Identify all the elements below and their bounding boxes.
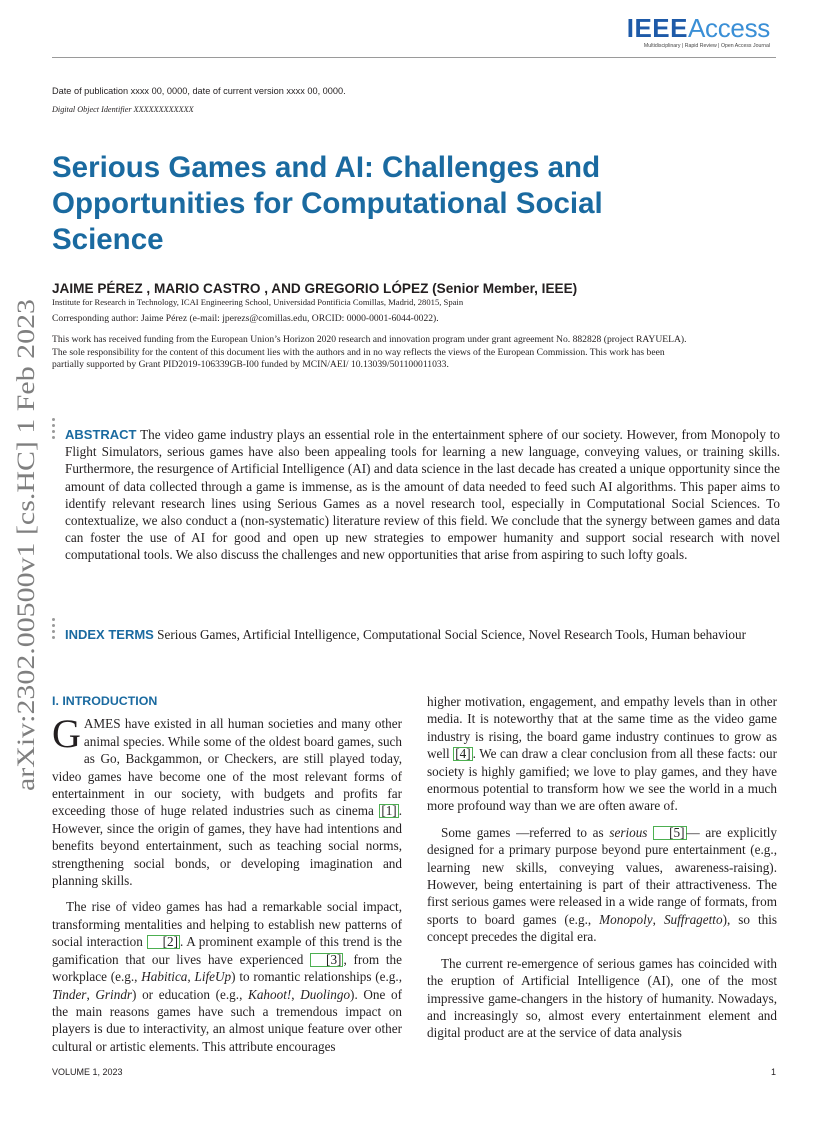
italic-term: Grindr (95, 986, 133, 1002)
italic-term: Habitica (141, 969, 188, 985)
intro-paragraph-4 (427, 824, 777, 946)
intro-paragraph-2 (52, 898, 402, 1055)
index-terms-dots (52, 618, 57, 642)
logo-access-text: Access (687, 13, 770, 43)
citation-link[interactable]: [5] (653, 826, 686, 840)
citation-link[interactable]: [4] (455, 746, 471, 762)
section-heading: I. INTRODUCTION (52, 694, 158, 708)
funding-note: This work has received funding from the European Union’s Horizon 2020 research and innovation program under grant agreement No. 882828 (project RAYUELA). The sole responsibility for the content of this document lies with the authors and in no way reflects the views of the European Commission. This work has been partially supported by Grant PID2019-106339GB-I00 funded by MCIN/AEI/ 10.13039/501100011033. (52, 334, 687, 371)
publication-date: Date of publication xxxx 00, 0000, date of current version xxxx 00, 0000. (52, 86, 346, 96)
text-run: higher motivation, engagement, and empathy levels than in other media. It is noteworthy that at the same time as the video game industry is rising, the board game industry continues to grow as well (427, 694, 777, 762)
footer-page-number: 1 (770, 1067, 776, 1077)
text-run: AMES have existed in all human societies and many other animal species. While some of the oldest board games, such as Go, Backgammon, or Checkers, are still played today, video games have become one of the most relevant forms of entertainment in our society, with budgets and profits far exceeding those of huge related industries such as cinema (52, 716, 402, 819)
citation-link[interactable]: [1] (381, 803, 397, 819)
text-run: ). One of the main reasons games have such a tremendous impact on players is due to interactivity, an almost unique feature over other cultural or artistic elements. This attribute encourages (52, 986, 402, 1054)
italic-term: Duolingo (300, 986, 351, 1002)
italic-term: serious (609, 824, 648, 840)
italic-term: LifeUp (194, 969, 232, 985)
text-run: . We can draw a clear conclusion from all these facts: our society is highly gamified; we love to play games, and they have enormous potential to transform how we see the world in a much more profound way than we are often aware of. (427, 746, 777, 814)
footer-volume: VOLUME 1, 2023 (52, 1067, 123, 1077)
text-run: . However, since the origin of games, they have had intentions and benefits beyond entertainment, such as teaching social norms, strengthening social bonds, or developing imagination and planning skills. (52, 803, 402, 889)
italic-term: Kahoot! (248, 986, 292, 1002)
text-run: — are explicitly designed for a primary purpose beyond pure entertainment (e.g., learning new skills, conveying values, awareness-raising). However, being entertaining is part of their attractiveness. The first serious games were released in a wide range of formats, from sports to board games (e.g., (427, 824, 778, 927)
text-run: . A prominent example of this trend is the gamification that our lives have experienced (52, 934, 403, 967)
paper-authors: JAIME PÉREZ , MARIO CASTRO , AND GREGORIO LÓPEZ (Senior Member, IEEE) (52, 281, 578, 296)
logo-tagline: Multidisciplinary | Rapid Review | Open Access Journal (643, 43, 770, 49)
paper-title: Serious Games and AI: Challenges and Opportunities for Computational Social Science (52, 151, 603, 256)
citation-link[interactable]: [3] (310, 953, 343, 967)
arxiv-stamp (1, 297, 45, 793)
intro-paragraph-1 (52, 711, 402, 889)
abstract (65, 426, 780, 564)
arxiv-stamp-text: arXiv:2302.00500v1 [cs.HC] 1 Feb 2023 (13, 379, 40, 791)
text-run: Some games —referred to as (441, 824, 610, 840)
text-run: ) to romantic relationships (e.g., (231, 969, 402, 985)
intro-paragraph-5: The current re-emergence of serious games has coincided with the eruption of Artificial Intelligence (AI), one of the most impressive game-changers in the history of humanity. Nowadays, and increasingly so, almost every entertainment element and digital product are at the service of data analysis (427, 955, 777, 1041)
left-column (52, 693, 402, 1055)
text-run: ), so this concept precedes the digital era. (427, 911, 778, 945)
text-run: , (291, 986, 301, 1002)
ieee-access-logo (627, 14, 770, 49)
abstract-dots (52, 418, 57, 442)
italic-term: Tinder (52, 986, 87, 1002)
italic-term: Monopoly (599, 911, 653, 927)
intro-paragraph-3 (427, 693, 777, 815)
drop-cap: G (52, 711, 81, 757)
text-run: , (187, 969, 195, 985)
abstract-text: The video game industry plays an essential role in the entertainment sphere of our society. However, from Monopoly to Flight Simulators, serious games have also been appealing tools for learning a new language, conveying values, or training skills. Furthermore, the resurgence of Artificial Intelligence (AI) and data science in the last decade has created a unique opportunity since the amount of data collected through a game is immense, as is the amount of data needed to feed such AI algorithms. This paper aims to identify relevant research lines using Serious Games as a novel research tool, especially in Computational Social Sciences. To contextualize, we also conduct a (non-systematic) literature review of this field. We conclude that the synergy between games and data can foster the use of AI for good and open up new strategies to empower humanity and support social research with novel computational tools. We also discuss the challenges and new opportunities that arise from aspiring to such lofty goals. (65, 427, 780, 563)
text-run: , (652, 911, 664, 927)
citation-link[interactable]: [2] (147, 935, 180, 949)
corresponding-author: Corresponding author: Jaime Pérez (e-mail: jperezs@comillas.edu, ORCID: 0000-0001-6044-0022). (52, 313, 439, 324)
doi: Digital Object Identifier XXXXXXXXXXXX (52, 105, 194, 114)
right-column (427, 693, 777, 1042)
abstract-label: ABSTRACT (65, 427, 137, 442)
text-run: , (86, 986, 96, 1002)
text-run: The rise of video games has had a remarkable social impact, transforming mentalities and helping to establish new patterns of social interaction (52, 899, 402, 950)
index-terms (65, 626, 780, 643)
index-terms-text: Serious Games, Artificial Intelligence, Computational Social Science, Novel Research Tools, Human behaviour (157, 627, 746, 642)
index-terms-label: INDEX TERMS (65, 627, 154, 642)
text-run: , from the workplace (e.g., (52, 951, 402, 985)
text-run: ) or education (e.g., (132, 986, 249, 1002)
author-affiliation: Institute for Research in Technology, ICAI Engineering School, Universidad Pontificia Comillas, Madrid, 28015, Spain (52, 297, 464, 307)
italic-term: Suffragetto (663, 911, 723, 927)
logo-ieee-text: IEEE (626, 13, 688, 43)
header-rule (52, 57, 776, 58)
